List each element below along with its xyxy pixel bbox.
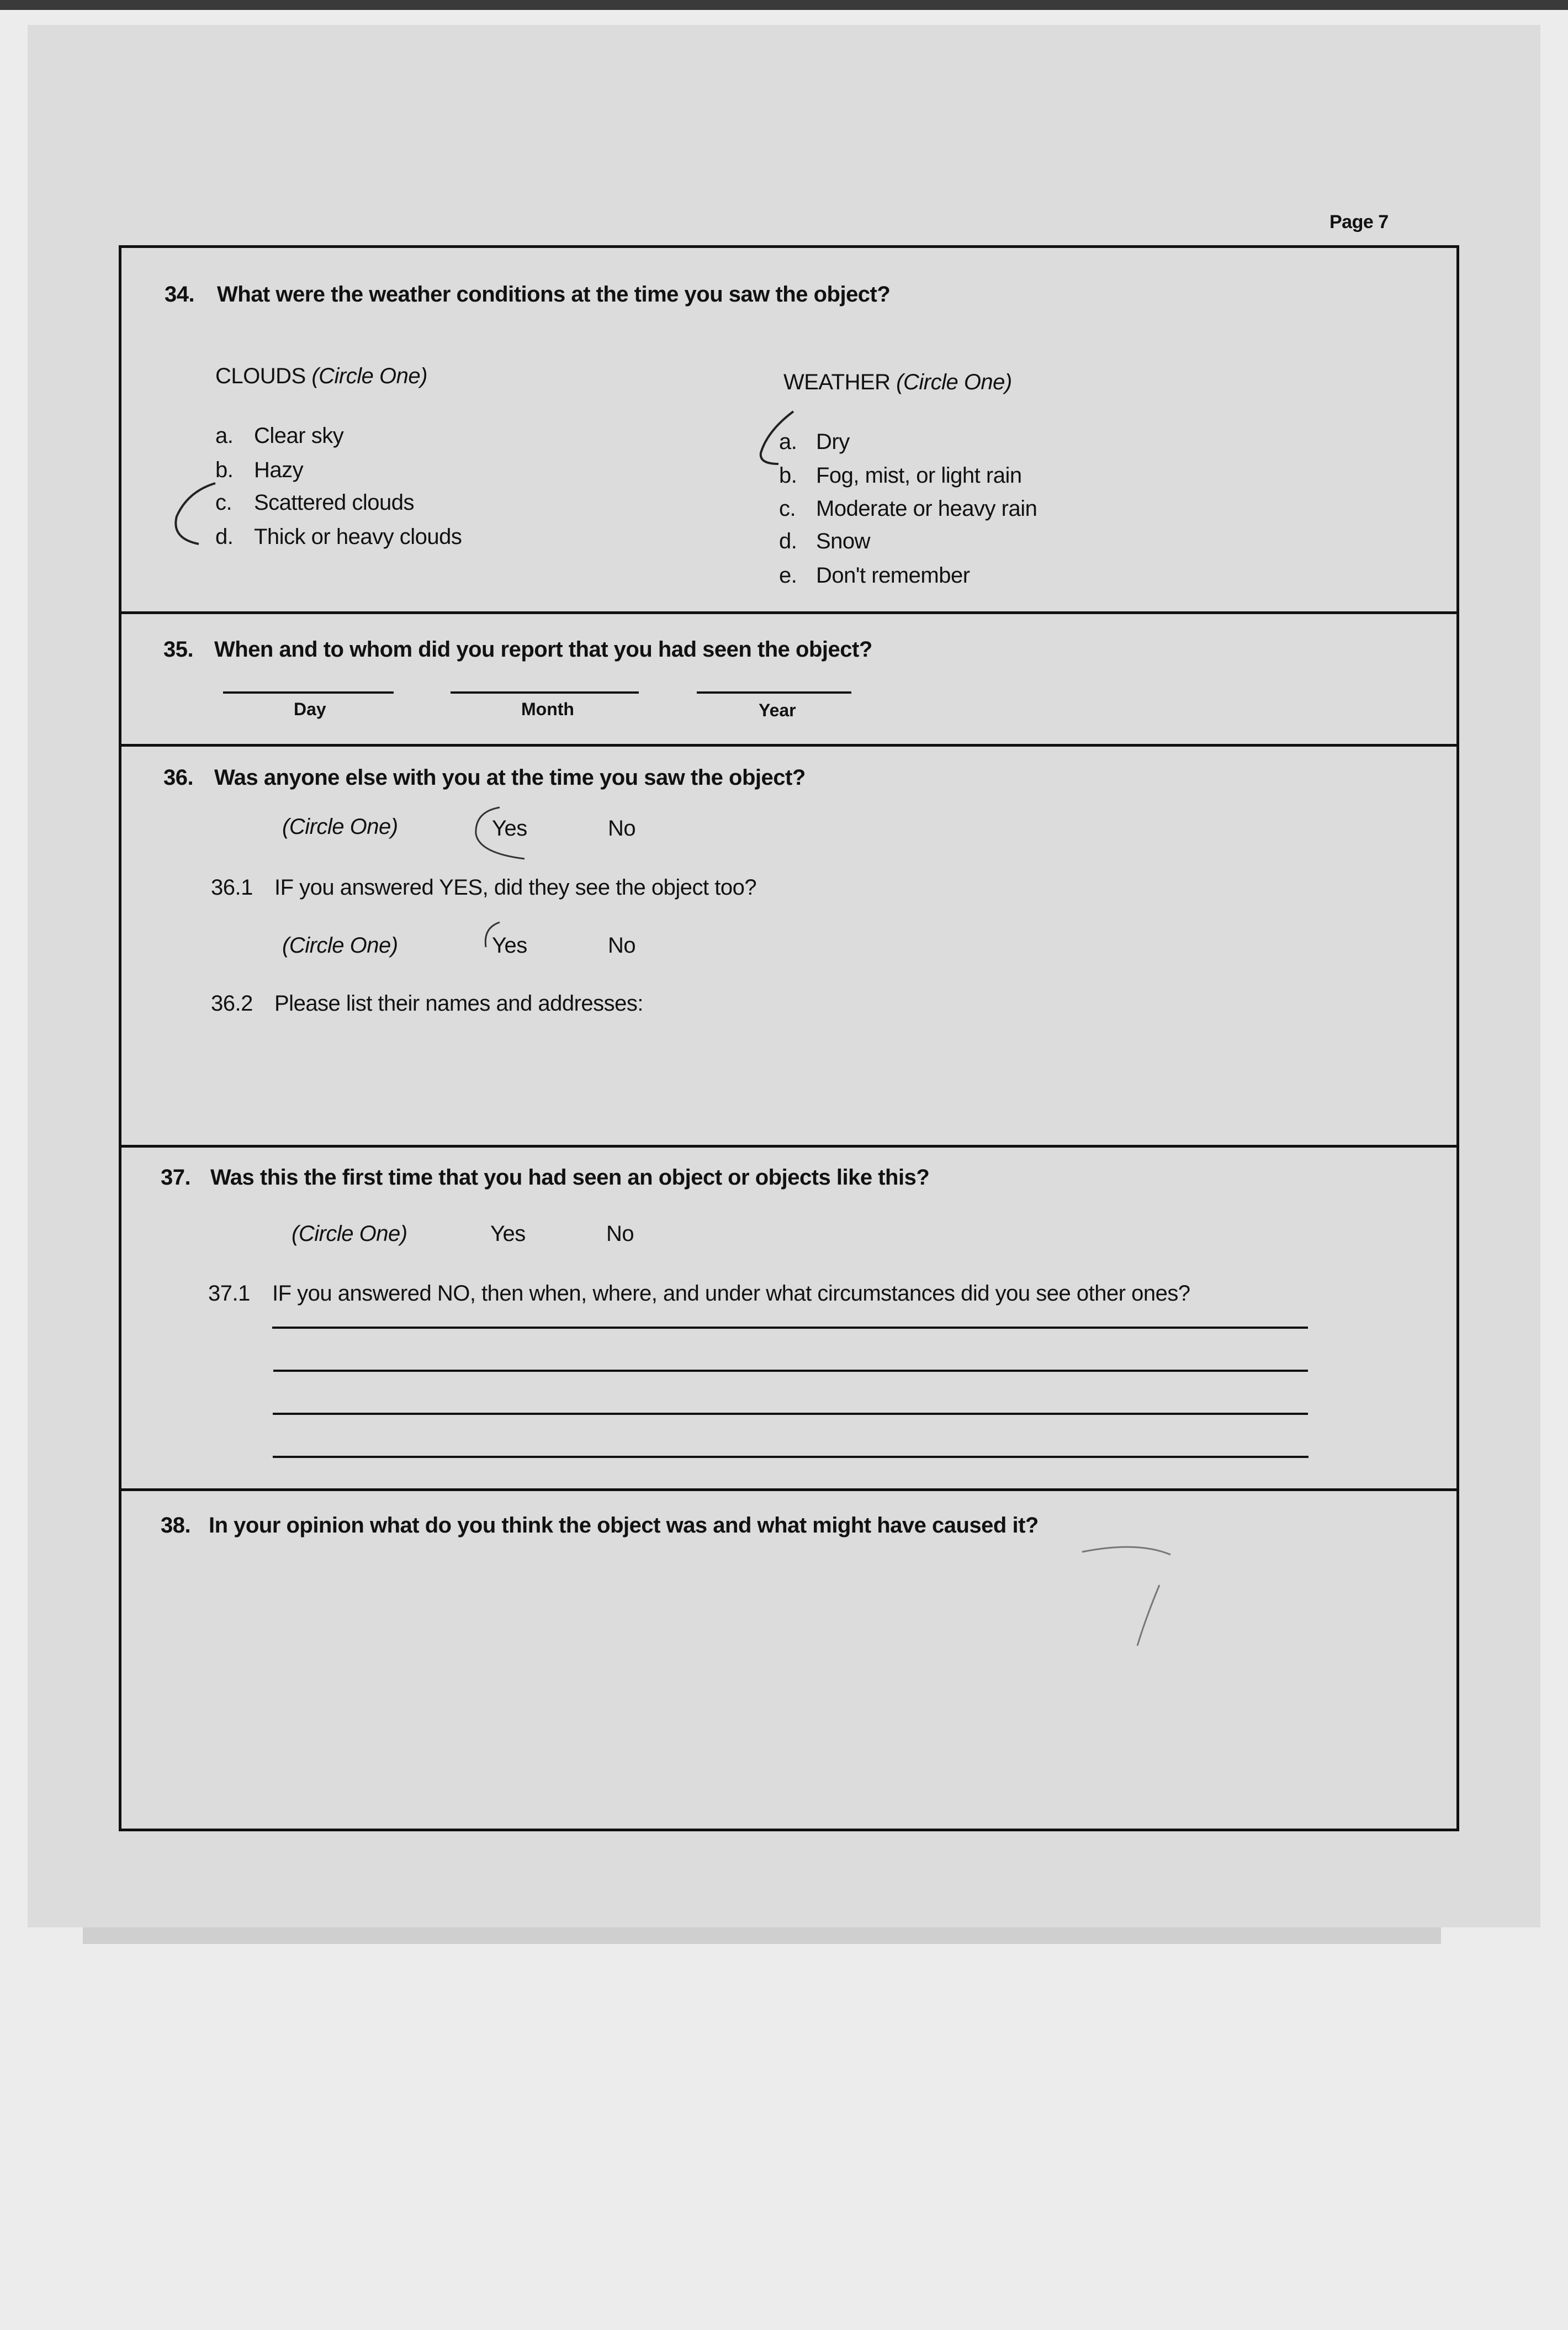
- circle-one-instruction: (Circle One): [311, 364, 427, 388]
- no-option[interactable]: No: [606, 1222, 634, 1246]
- option-letter: d.: [215, 525, 234, 549]
- weather-option-d-text: Snow: [816, 529, 871, 553]
- answer-line[interactable]: [273, 1413, 1308, 1415]
- weather-option-a[interactable]: a.: [779, 430, 797, 454]
- question-number: 37.1: [208, 1281, 250, 1306]
- clouds-label: CLOUDS: [215, 364, 306, 388]
- divider: [119, 1145, 1459, 1148]
- question-text: When and to whom did you report that you had seen the object?: [214, 637, 872, 662]
- divider: [119, 744, 1459, 747]
- weather-option-c-text: Moderate or heavy rain: [816, 496, 1037, 521]
- weather-option-e[interactable]: e.: [779, 563, 797, 588]
- question-number: 38.: [161, 1513, 191, 1538]
- weather-option-b-text: Fog, mist, or light rain: [816, 463, 1022, 488]
- weather-option-e-text: Don't remember: [816, 563, 970, 588]
- question-number: 36.2: [211, 991, 253, 1016]
- divider: [119, 611, 1459, 614]
- clouds-option-b[interactable]: [215, 459, 233, 481]
- weather-option-c[interactable]: c.: [779, 496, 796, 521]
- scan-edge: [0, 0, 1568, 10]
- question-text: IF you answered YES, did they see the object too?: [274, 875, 757, 900]
- clouds-option-a[interactable]: [215, 425, 233, 447]
- weather-option-d[interactable]: d.: [779, 529, 797, 553]
- circle-one-instruction: (Circle One): [282, 933, 398, 958]
- no-option[interactable]: No: [608, 816, 636, 841]
- day-label: Day: [294, 699, 326, 719]
- clouds-option-d[interactable]: [215, 526, 233, 548]
- answer-area[interactable]: [166, 1557, 1435, 1817]
- circle-one-instruction: (Circle One): [282, 815, 398, 839]
- question-text: In your opinion what do you think the object was and what might have caused it?: [209, 1513, 1039, 1538]
- clouds-option-a-text: Clear sky: [254, 424, 344, 448]
- question-text: Was this the first time that you had seen an object or objects like this?: [210, 1165, 930, 1190]
- weather-heading: [783, 371, 1012, 393]
- clouds-option-d-text: Thick or heavy clouds: [254, 525, 462, 549]
- question-text: Please list their names and addresses:: [274, 991, 644, 1016]
- divider: [119, 1488, 1459, 1491]
- option-letter: c.: [215, 490, 232, 515]
- weather-option-a-text: Dry: [816, 430, 850, 454]
- clouds-option-c-text: Scattered clouds: [254, 490, 414, 515]
- no-option[interactable]: No: [608, 933, 636, 958]
- question-text: IF you answered NO, then when, where, and under what circumstances did you see other ones?: [272, 1281, 1190, 1306]
- yes-option[interactable]: Yes: [490, 1222, 526, 1246]
- question-number: 36.1: [211, 875, 253, 900]
- question-number: 36.: [163, 765, 194, 790]
- question-number: 35.: [163, 637, 194, 662]
- question-number: 37.: [161, 1165, 191, 1190]
- circle-one-instruction: (Circle One): [292, 1222, 407, 1246]
- month-field[interactable]: [451, 691, 639, 694]
- clouds-option-c[interactable]: [215, 492, 232, 514]
- page-number: Page 7: [1329, 212, 1389, 233]
- year-label: Year: [759, 700, 796, 720]
- question-text: Was anyone else with you at the time you saw the object?: [214, 765, 806, 790]
- answer-line[interactable]: [273, 1370, 1308, 1372]
- answer-line[interactable]: [272, 1327, 1308, 1329]
- option-letter: b.: [215, 458, 234, 482]
- weather-label: WEATHER: [783, 370, 891, 394]
- question-text: What were the weather conditions at the time you saw the object?: [217, 282, 891, 307]
- question-number: 34.: [165, 282, 195, 307]
- clouds-heading: [215, 365, 427, 387]
- page-shadow: [83, 1927, 1441, 1944]
- option-letter: a.: [215, 424, 234, 448]
- day-field[interactable]: [223, 691, 394, 694]
- yes-option[interactable]: Yes: [492, 933, 527, 958]
- weather-option-b[interactable]: b.: [779, 463, 797, 488]
- month-label: Month: [521, 699, 574, 719]
- yes-option[interactable]: Yes: [492, 816, 527, 841]
- clouds-option-b-text: Hazy: [254, 458, 304, 482]
- circle-one-instruction: (Circle One): [896, 370, 1012, 394]
- year-field[interactable]: [697, 691, 851, 694]
- answer-line[interactable]: [273, 1456, 1309, 1458]
